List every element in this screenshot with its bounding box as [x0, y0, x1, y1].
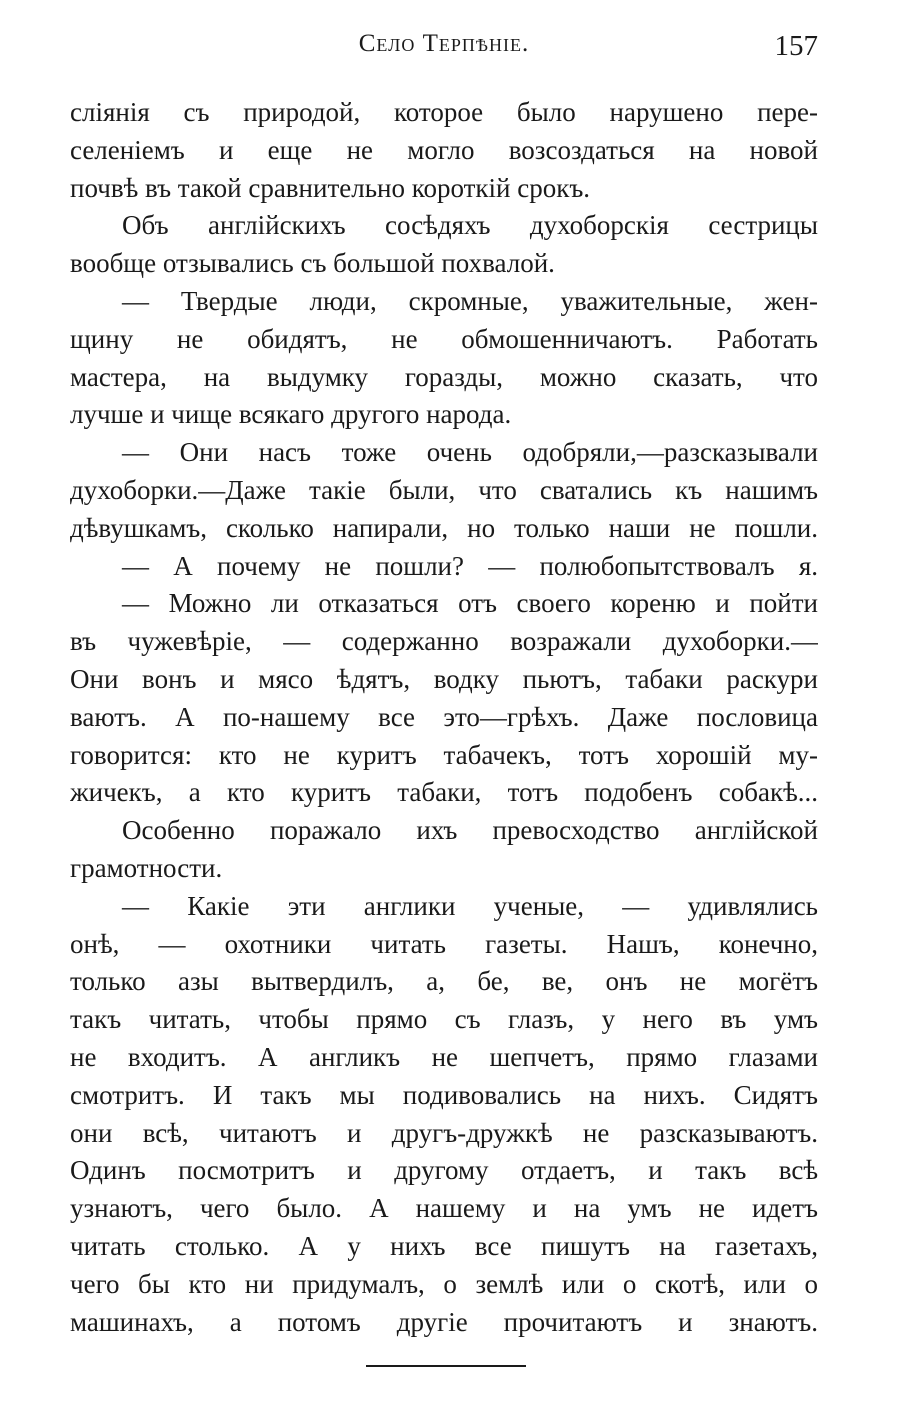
text-line: — Можно ли отказаться отъ своего кореню и пойти	[122, 588, 818, 619]
text-line: узнаютъ, чего было. А нашему и на умъ не идетъ	[70, 1193, 818, 1224]
running-title: Село Терпѣніе.	[358, 30, 530, 57]
page-number: 157	[774, 30, 818, 62]
text-line: онѣ, — охотники читать газеты. Нашъ, конечно,	[70, 928, 818, 959]
running-header	[70, 30, 818, 70]
text-line: только азы вытвердилъ, а, бе, ве, онъ не могётъ	[70, 966, 818, 997]
text-line: дѣвушкамъ, сколько напирали, но только наши не пошли.	[70, 512, 818, 543]
text-line: Они вонъ и мясо ѣдятъ, водку пьютъ, табаки раскури	[70, 663, 818, 694]
text-line: Особенно поражало ихъ превосходство англійской	[122, 815, 818, 846]
body-text	[70, 94, 818, 1341]
text-line: — А почему не пошли? — полюбопытствовалъ я.	[122, 550, 818, 581]
text-line: читать столько. А у нихъ все пишутъ на газетахъ,	[70, 1230, 818, 1261]
text-line: щину не обидятъ, не обмошенничаютъ. Работать	[70, 323, 818, 354]
section-end-rule	[366, 1365, 526, 1367]
text-line: мастера, на выдумку горазды, можно сказать, что	[70, 361, 818, 392]
text-line: машинахъ, а потомъ другіе прочитаютъ и знаютъ.	[70, 1306, 818, 1337]
text-line: не входитъ. А англикъ не шепчетъ, прямо глазами	[70, 1041, 818, 1072]
text-line: грамотности.	[70, 852, 223, 883]
text-line: говорится: кто не куритъ табачекъ, тотъ хорошій му-	[70, 739, 818, 770]
text-line: такъ читать, чтобы прямо съ глазъ, у него въ умъ	[70, 1004, 818, 1035]
text-line: смотритъ. И такъ мы подивовались на нихъ. Сидятъ	[70, 1079, 818, 1110]
text-line: ваютъ. А по-нашему все это—грѣхъ. Даже пословица	[70, 701, 818, 732]
text-line: — Твердые люди, скромные, уважительные, жен-	[122, 285, 818, 316]
text-line: они всѣ, читаютъ и другъ-дружкѣ не разсказываютъ.	[70, 1117, 818, 1148]
text-line: — Какіе эти англики ученые, — удивлялись	[122, 890, 818, 921]
text-line: духоборки.—Даже такіе были, что сватались къ нашимъ	[70, 474, 818, 505]
text-line: почвѣ въ такой сравнительно короткій срокъ.	[70, 172, 591, 203]
text-line: въ чужевѣріе, — содержанно возражали духоборки.—	[70, 626, 818, 657]
text-line: вообще отзывались съ большой похвалой.	[70, 248, 555, 279]
text-line: Объ англійскихъ сосѣдяхъ духоборскія сестрицы	[122, 210, 818, 241]
text-line: лучше и чище всякаго другого народа.	[70, 399, 512, 430]
text-line: селеніемъ и еще не могло возсоздаться на новой	[70, 134, 818, 165]
text-line: Одинъ посмотритъ и другому отдаетъ, и такъ всѣ	[70, 1155, 818, 1186]
text-line: жичекъ, а кто куритъ табаки, тотъ подобенъ собакѣ...	[70, 777, 818, 808]
text-line: сліянія съ природой, которое было нарушено пере-	[70, 97, 818, 127]
text-line: чего бы кто ни придумалъ, о землѣ или о скотѣ, или о	[70, 1268, 818, 1299]
text-line: — Они насъ тоже очень одобряли,—разсказывали	[122, 437, 818, 468]
